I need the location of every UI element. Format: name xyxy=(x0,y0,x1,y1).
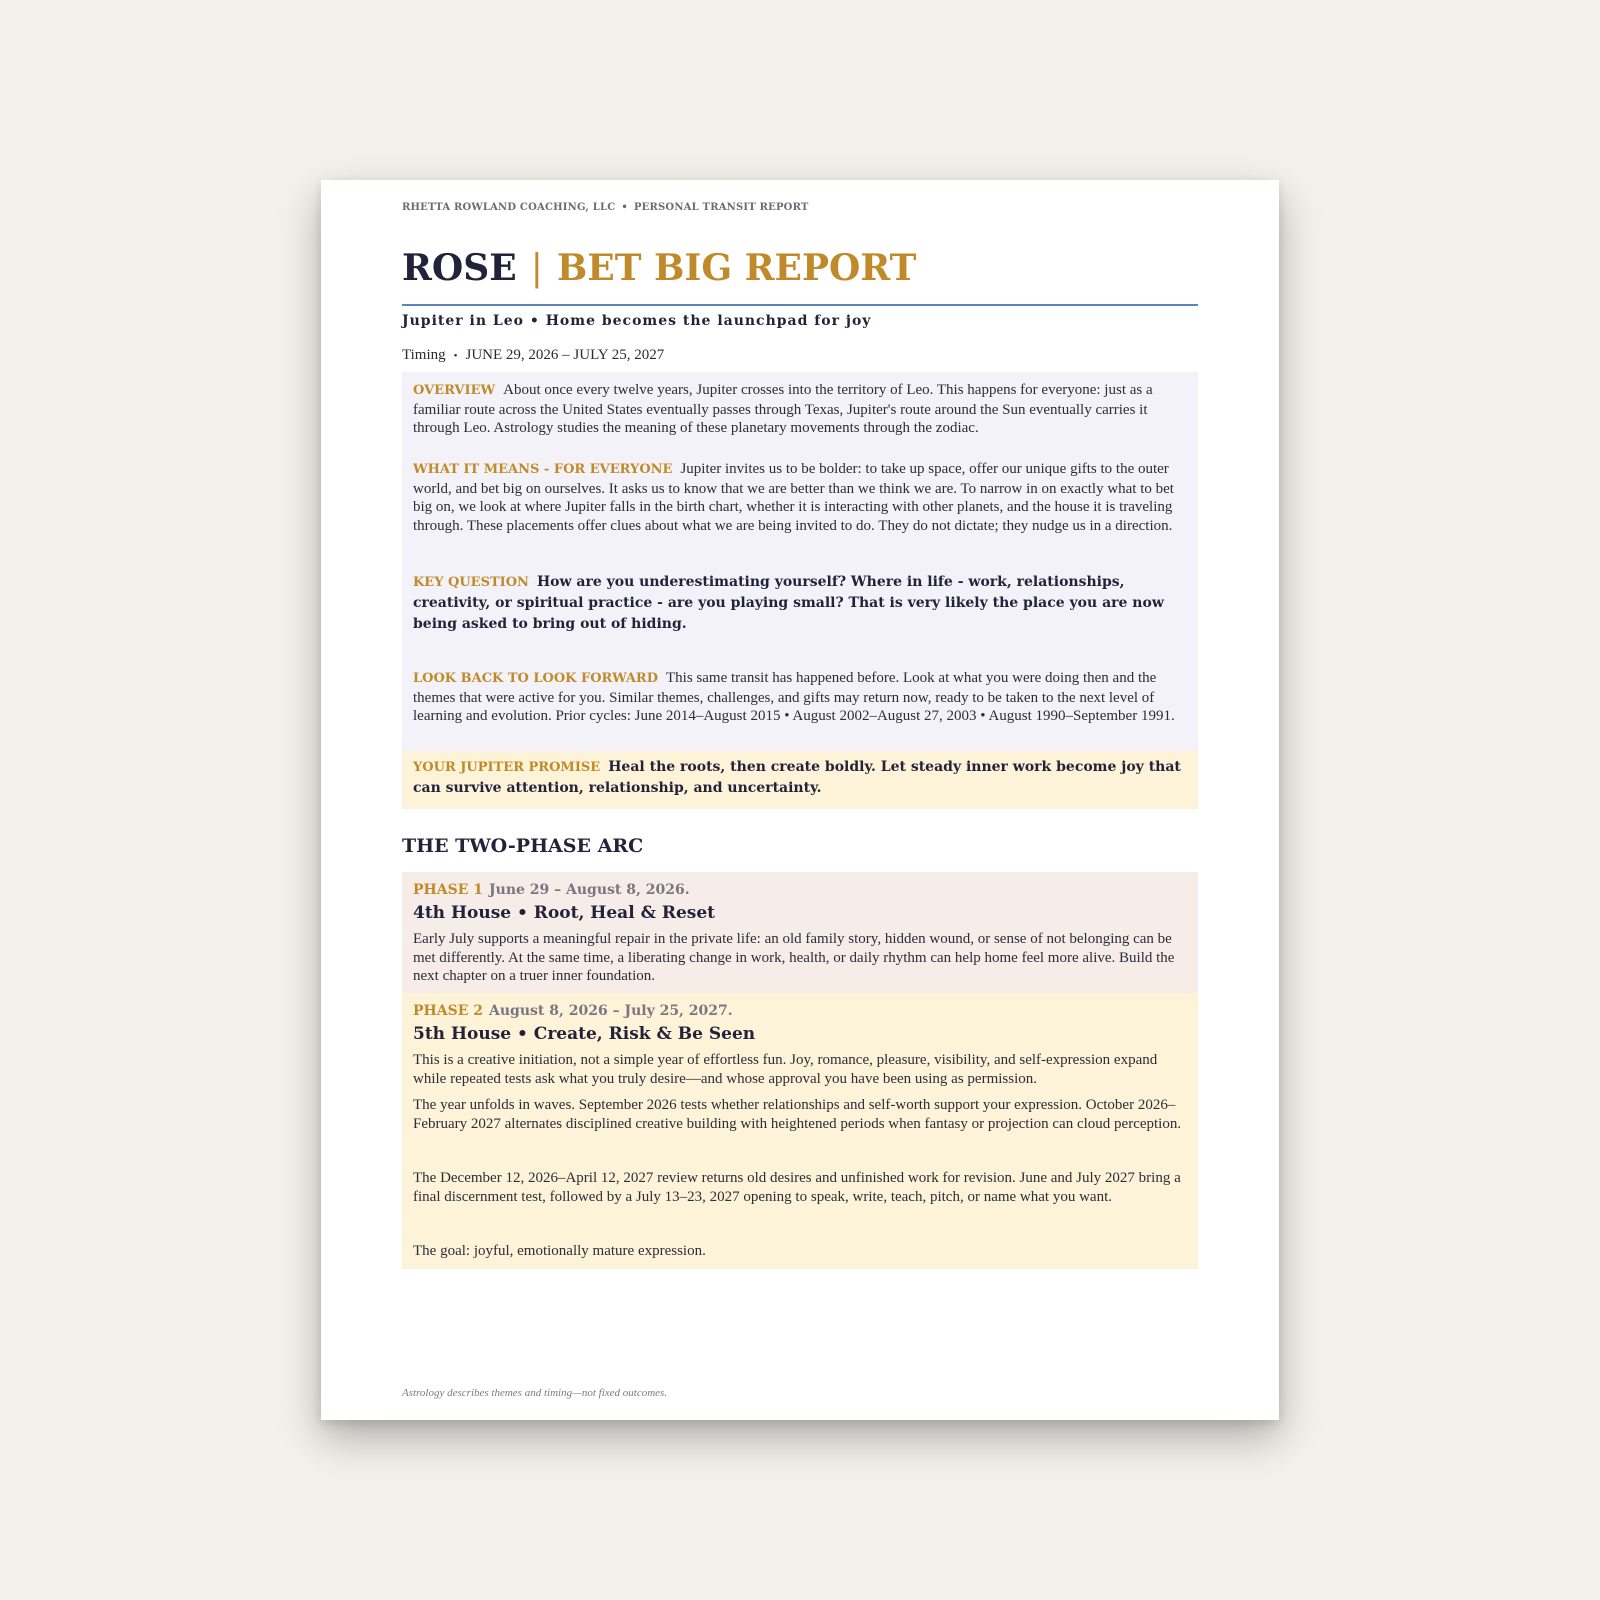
phase-1-house: 4th House • Root, Heal & Reset xyxy=(413,903,716,923)
phase-2-label: PHASE 2 xyxy=(413,1003,484,1019)
overview-label: OVERVIEW xyxy=(413,383,496,398)
phase-1-text: Early July supports a meaningful repair in the private life: an old family story, hidden wound, or sense of not belonging can be met differently. At the same time, a liberating change in work, health, or daily rhythm can help home feel more alive. Build the next chapter on a truer inner foundation. xyxy=(413,931,1175,984)
meaning-label: WHAT IT MEANS - FOR EVERYONE xyxy=(413,462,673,477)
phase-1-dates: June 29 – August 8, 2026. xyxy=(489,882,690,898)
overview-text: About once every twelve years, Jupiter crosses into the territory of Leo. This happens for everyone: just as a familiar route across the United States eventually passes through Texas, Jupiter's route around the Sun eventually carries it through Leo. Astrology studies the meaning of these planetary movements through the zodiac. xyxy=(413,382,1153,436)
key-question-section xyxy=(413,572,1185,635)
promise-block xyxy=(402,751,1198,809)
promise-section xyxy=(413,757,1185,799)
phase-1-header xyxy=(413,882,690,898)
phase-2-paragraph-1: This is a creative initiation, not a simple year of effortless fun. Joy, romance, pleasure, visibility, and self-expression expand while repeated tests ask what you truly desire—and whose approval you have been using as permission. xyxy=(413,1052,1158,1087)
intro-block xyxy=(402,372,1198,751)
title-rule xyxy=(402,304,1198,306)
disclaimer-footer: Astrology describes themes and timing—not fixed outcomes. xyxy=(402,1387,668,1399)
report-header xyxy=(402,202,809,213)
phase-2-paragraph-3: The December 12, 2026–April 12, 2027 review returns old desires and unfinished work for revision. June and July 2027 bring a final discernment test, followed by a July 13–23, 2027 opening to speak, write, teach, pitch, or name what you want. xyxy=(413,1170,1181,1205)
look-back-text: This same transit has happened before. Look at what you were doing then and the themes that were active for you. Similar themes, challenges, and gifts may return now, ready to be taken to the next level of learning and evolution. Prior cycles: June 2014–August 2015 • August 2002–August 27, 2003 • August 1990–September 1991. xyxy=(413,670,1175,724)
report-name: BET BIG REPORT xyxy=(556,247,917,289)
phase-2-block xyxy=(402,993,1198,1269)
arc-heading: THE TWO-PHASE ARC xyxy=(402,835,644,857)
phase-2-dates: August 8, 2026 – July 25, 2027. xyxy=(489,1003,733,1019)
look-back-label: LOOK BACK TO LOOK FORWARD xyxy=(413,671,659,686)
report-subtitle: Jupiter in Leo • Home becomes the launchpad for joy xyxy=(402,313,872,329)
page-title xyxy=(402,247,917,289)
promise-text: Heal the roots, then create boldly. Let steady inner work become joy that can survive attention, relationship, and uncertainty. xyxy=(413,759,1181,796)
meaning-section xyxy=(413,460,1185,535)
timing-label: Timing xyxy=(402,347,446,363)
phase-1-label: PHASE 1 xyxy=(413,882,484,898)
phase-2-paragraph-2: The year unfolds in waves. September 2026 tests whether relationships and self-worth support your expression. October 2026–February 2027 alternates disciplined creative building with heightened periods when fantasy or projection can cloud perception. xyxy=(413,1097,1182,1132)
key-question-label: KEY QUESTION xyxy=(413,575,529,590)
promise-label: YOUR JUPITER PROMISE xyxy=(413,760,601,775)
key-question-text: How are you underestimating yourself? Where in life - work, relationships, creativity, or spiritual practice - are you playing small? That is very likely the place you are now being asked to bring out of hiding. xyxy=(413,574,1164,632)
report-page xyxy=(321,180,1279,1420)
client-name: ROSE xyxy=(402,247,517,289)
look-back-section xyxy=(413,669,1185,726)
phase-2-house: 5th House • Create, Risk & Be Seen xyxy=(413,1024,756,1044)
timing-line xyxy=(402,347,664,364)
doc-type: PERSONAL TRANSIT REPORT xyxy=(633,202,809,213)
header-separator: • xyxy=(621,202,628,213)
meaning-text: Jupiter invites us to be bolder: to take up space, offer our unique gifts to the outer world, and bet big on ourselves. It asks us to know that we are better than we think we are. To narrow in on exactly what to bet big on, we look at where Jupiter falls in the birth chart, whether it is interacting with other planets, and the house it is traveling through. These placements offer clues about what we are being invited to do. They do not dictate; they nudge us in a direction. xyxy=(413,461,1174,534)
timing-separator: • xyxy=(453,350,458,362)
title-divider: | xyxy=(530,248,543,289)
timing-range: JUNE 29, 2026 – JULY 25, 2027 xyxy=(465,347,665,363)
org-name: RHETTA ROWLAND COACHING, LLC xyxy=(402,202,616,213)
phase-2-header xyxy=(413,1003,733,1019)
overview-section xyxy=(413,381,1185,438)
phase-2-paragraph-4: The goal: joyful, emotionally mature expression. xyxy=(413,1243,706,1259)
phase-1-block xyxy=(402,872,1198,993)
